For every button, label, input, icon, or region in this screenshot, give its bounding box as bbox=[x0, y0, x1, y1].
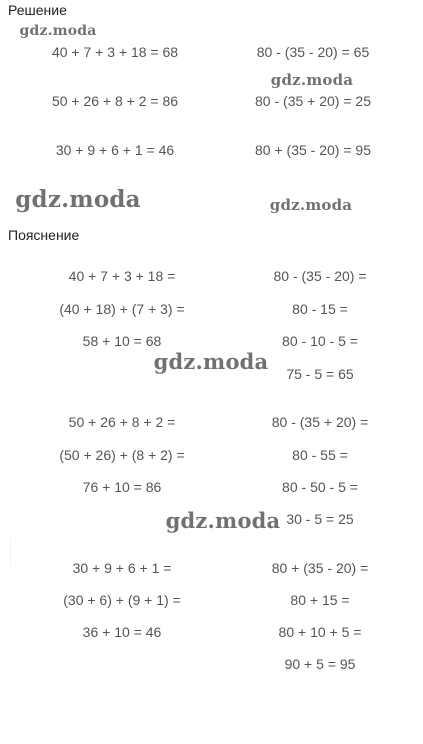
explanation-1-left-line-3: 58 + 10 = 68 bbox=[82, 333, 162, 349]
solution-heading: Решение bbox=[8, 2, 67, 18]
explanation-3-right-line-2: 80 + 15 = bbox=[290, 592, 350, 608]
explanation-1-right-line-4: 75 - 5 = 65 bbox=[286, 366, 354, 382]
explanation-2-left-line-2: (50 + 26) + (8 + 2) = bbox=[59, 447, 185, 463]
explanation-1-left-line-1: 40 + 7 + 3 + 18 = bbox=[68, 268, 176, 284]
divider bbox=[10, 540, 11, 564]
explanation-2-right-line-2: 80 - 55 = bbox=[292, 447, 348, 463]
watermark-logo: gdz.moda bbox=[15, 186, 141, 213]
watermark-logo: gdz.moda bbox=[269, 196, 353, 214]
solution-right-eq-1: 80 - (35 - 20) = 65 bbox=[256, 44, 370, 60]
solution-right-eq-3: 80 + (35 - 20) = 95 bbox=[255, 142, 371, 158]
explanation-heading: Пояснение bbox=[8, 227, 80, 243]
solution-left-eq-2: 50 + 26 + 8 + 2 = 86 bbox=[51, 93, 179, 109]
explanation-3-left-line-3: 36 + 10 = 46 bbox=[82, 624, 162, 640]
explanation-3-right-line-4: 90 + 5 = 95 bbox=[284, 656, 356, 672]
explanation-3-left-line-2: (30 + 6) + (9 + 1) = bbox=[63, 592, 181, 608]
explanation-1-left-line-2: (40 + 18) + (7 + 3) = bbox=[59, 301, 185, 317]
explanation-3-right-line-1: 80 + (35 - 20) = bbox=[271, 560, 369, 576]
explanation-2-right-line-1: 80 - (35 + 20) = bbox=[271, 414, 369, 430]
watermark-logo: gdz.moda bbox=[153, 349, 269, 374]
solution-right-eq-2: 80 - (35 + 20) = 25 bbox=[255, 93, 371, 109]
explanation-3-right-line-3: 80 + 10 + 5 = bbox=[278, 624, 362, 640]
explanation-2-left-line-1: 50 + 26 + 8 + 2 = bbox=[68, 414, 176, 430]
explanation-2-right-line-4: 30 - 5 = 25 bbox=[286, 511, 354, 527]
explanation-1-right-line-1: 80 - (35 - 20) = bbox=[273, 268, 367, 284]
solution-left-eq-1: 40 + 7 + 3 + 18 = 68 bbox=[51, 44, 179, 60]
watermark-logo: gdz.moda bbox=[165, 508, 281, 533]
explanation-2-left-line-3: 76 + 10 = 86 bbox=[82, 479, 162, 495]
explanation-2-right-line-3: 80 - 50 - 5 = bbox=[282, 479, 358, 495]
watermark-logo: gdz.moda bbox=[270, 71, 354, 89]
explanation-1-right-line-2: 80 - 15 = bbox=[292, 301, 348, 317]
solution-left-eq-3: 30 + 9 + 6 + 1 = 46 bbox=[55, 142, 175, 158]
explanation-3-left-line-1: 30 + 9 + 6 + 1 = bbox=[72, 560, 172, 576]
watermark-logo: gdz.moda bbox=[19, 23, 97, 39]
explanation-1-right-line-3: 80 - 10 - 5 = bbox=[282, 333, 358, 349]
